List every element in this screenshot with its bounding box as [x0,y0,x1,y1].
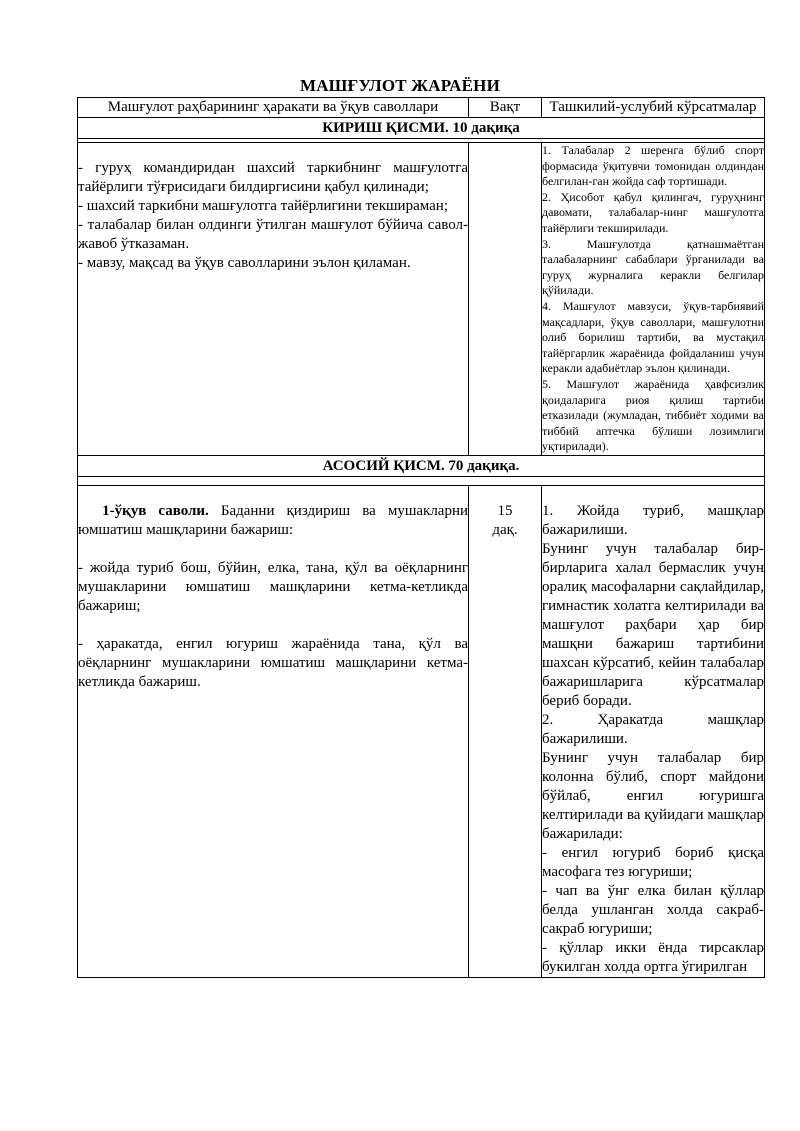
intro-instructions [542,143,765,456]
intro-instruction-item: 3. Машғулотда қатнашмаётган талабаларнинг сабаблари ўрганилади ва гуруҳ журналига керакли белгилар қўйилади. [542,236,764,298]
main-time-value: 15 дақ. [492,502,518,538]
intro-action-item: - мавзу, мақсад ва ўқув саволларини эълон қиламан. [78,255,411,271]
page-title: МАШҒУЛОТ ЖАРАЁНИ [299,76,501,95]
question-paragraph [78,502,468,540]
intro-section-row [78,118,765,139]
main-instruction-line: - енгил югуриб бориб қисқа масофага тез югуриши; [542,844,764,880]
header-actions: Машғулот раҳбарининг ҳаракати ва ўқув саволлари [78,98,469,118]
main-actions [78,485,469,977]
main-section-heading: АСОСИЙ ҚИСМ. 70 дақиқа. [78,455,765,476]
intro-actions [78,143,469,456]
intro-action-item: - талабалар билан олдинги ўтилган машғулот бўйича савол-жавоб ўтказаман. [78,217,468,252]
main-instructions [542,485,765,977]
intro-body-row [78,143,765,456]
question-label: 1-ўқув саволи. [102,502,209,519]
lesson-plan-table [77,97,765,978]
main-action-item: - жойда туриб бош, бўйин, елка, тана, қўл ва оёқларнинг мушакларини юмшатиш машқларини кетма-кетликда бажариш; [78,559,468,614]
main-body-row [78,485,765,977]
header-time: Вақт [469,98,542,118]
intro-instruction-item: 4. Машғулот мавзуси, ўқув-тарбиявий мақсадлари, ўқув саволлари, машғулотни олиб борилиш тартиби, ва мустақил тайёргарлик жараёнида фойдаланиш учун керакли адабиётлар эълон қилинади. [542,298,764,376]
main-instruction-line: Бунинг учун талабалар бир колонна бўлиб, спорт майдони бўйлаб, енгил югуришга келтирилади ва қуйидаги машқлар бажарилади: [542,749,764,842]
header-row [78,98,765,118]
intro-instruction-item: 2. Ҳисобот қабул қилингач, гуруҳнинг давомати, талабалар-нинг машғулотга тайёрлиги текширилади. [542,189,764,235]
intro-time [469,143,542,456]
question-text: Баданни қиздириш ва мушакларни юмшатиш машқларини бажариш: [78,502,469,538]
main-instruction-line: - чап ва ўнг елка билан қўллар белда ушланган холда сакраб-сакраб югуриши; [542,882,764,937]
intro-action-item: - гуруҳ командиридан шахсий таркибнинг машғулотга тайёрлиги тўғрисидаги билдиргисини қабул қилинади; [78,160,468,195]
intro-instruction-item: 5. Машғулот жараёнида ҳавфсизлик қоидаларига риоя қилиш тартиби етказилади (жумладан, тиббиёт ходими ва тиббий аптечка бўлиши лозимлиги уқтирилади). [542,376,764,454]
main-instruction-line: 2. Ҳаракатда машқлар бажарилиши. [542,711,764,747]
header-instructions: Ташкилий-услубий кўрсатмалар [542,98,765,118]
intro-instruction-item: 1. Талабалар 2 шеренга бўлиб спорт формасида ўқитувчи томонидан олдиндан белгилан-ган жойда саф тортишади. [542,143,764,189]
main-instruction-line: 1. Жойда туриб, машқлар бажарилиши. [542,502,764,538]
main-action-item: - ҳаракатда, енгил югуриш жараёнида тана, қўл ва оёқларнинг мушакларини юмшатиш машқларини кетма-кетликда бажариш. [78,635,468,690]
main-instruction-line: Бунинг учун талабалар бир-бирларига халал бермаслик учун оралиқ масофаларни сақлайдилар, гимнастик холатга келтирилади ва машғулот раҳбари ҳар бир машқни бажариш тартибини шахсан кўрсатиб, кейин талабалар бажаришларига кўрсатмалар бериб боради. [542,540,764,709]
main-time [469,485,542,977]
main-section-row [78,455,765,476]
main-instruction-line: - қўллар икки ёнда тирсаклар букилган холда ортга ўгирилган [542,939,764,975]
intro-action-item: - шахсий таркибни машғулотга тайёрлигини текшираман; [78,198,448,214]
intro-section-heading: КИРИШ ҚИСМИ. 10 дақиқа [78,118,765,139]
